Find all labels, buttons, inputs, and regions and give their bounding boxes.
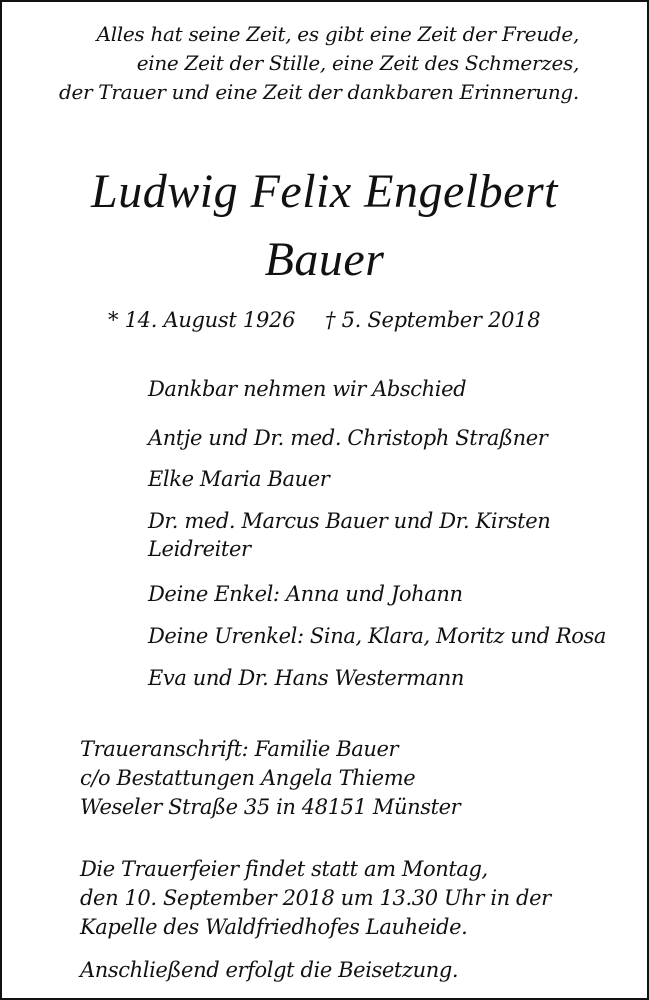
birth-date: * 14. August 1926	[108, 308, 296, 332]
mourner-entry: Antje und Dr. med. Christoph Straßner	[148, 426, 548, 450]
ceremony-line: Kapelle des Waldfriedhofes Lauheide.	[80, 915, 468, 939]
mourner-entry: Deine Enkel: Anna und Johann	[148, 582, 463, 606]
mourner-entry: Deine Urenkel: Sina, Klara, Moritz und Rosa	[148, 624, 607, 648]
quote-line: der Trauer und eine Zeit der dankbaren Erinnerung.	[58, 80, 579, 104]
death-date: † 5. September 2018	[325, 308, 541, 332]
opening-quote	[59, 20, 579, 107]
deceased-surname: Bauer	[264, 233, 385, 286]
burial-note: Anschließend erfolgt die Beisetzung.	[80, 958, 459, 982]
address-line: Weseler Straße 35 in 48151 Münster	[80, 795, 461, 819]
address-line: c/o Bestattungen Angela Thieme	[80, 766, 416, 790]
mourner-entry: Elke Maria Bauer	[148, 467, 330, 491]
ceremony-line: den 10. September 2018 um 13.30 Uhr in der	[80, 886, 551, 910]
quote-line: Alles hat seine Zeit, es gibt eine Zeit der Freude,	[96, 22, 579, 46]
quote-line: eine Zeit der Stille, eine Zeit des Schmerzes,	[136, 51, 579, 75]
mourners-intro: Dankbar nehmen wir Abschied	[148, 377, 467, 401]
address-line: Traueranschrift: Familie Bauer	[80, 737, 399, 761]
mourner-entry: Eva und Dr. Hans Westermann	[148, 666, 464, 690]
deceased-given-names: Ludwig Felix Engelbert	[91, 165, 558, 218]
mourner-entry: Leidreiter	[148, 537, 251, 561]
mourner-entry: Dr. med. Marcus Bauer und Dr. Kirsten	[148, 509, 551, 533]
ceremony-line: Die Trauerfeier findet statt am Montag,	[80, 857, 488, 881]
